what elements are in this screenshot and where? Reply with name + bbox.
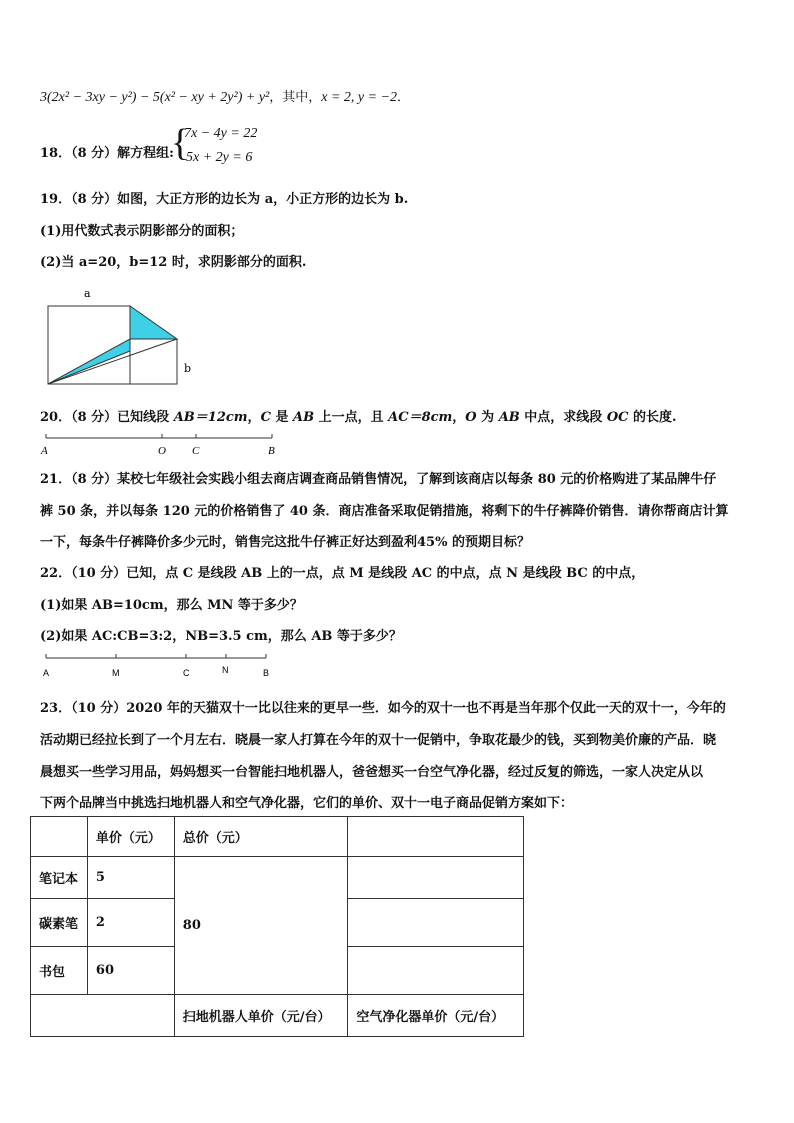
question-20: 20．（8 分）已知线段 AB＝12cm，C 是 AB 上一点，且 AC＝8cm，O 为 AB 中点，求线段 OC 的长度. <box>40 410 677 425</box>
label-a: a <box>84 287 91 300</box>
question-23-line4: 下两个品牌当中挑选扫地机器人和空气净化器，它们的单价、双十一电子商品促销方案如下： <box>40 796 574 811</box>
point-A: A <box>43 668 50 678</box>
table-row <box>31 857 524 899</box>
table-row <box>31 817 524 857</box>
question-21-line2: 裤 50 条，并以每条 120 元的价格销售了 40 条．商店准备采取促销措施，将剩下的牛仔裤降价销售．请你帮商店计算 <box>40 504 729 519</box>
expression-17-values: x = 2, y = −2 <box>321 90 398 105</box>
item-price: 5 <box>87 857 174 899</box>
table-cell-empty <box>31 817 88 857</box>
table-cell-empty <box>348 899 524 947</box>
question-21-line3: 一下，每条牛仔裤降价多少元时，销售完这批牛仔裤正好达到盈利45% 的预期目标？ <box>40 535 530 550</box>
squares-figure <box>38 284 198 388</box>
question-18 <box>40 142 174 161</box>
item-name: 笔记本 <box>31 857 88 899</box>
question-21-line1: 21．（8 分）某校七年级社会实践小组去商店调查商品销售情况，了解到该商店以每条 80 元的价格购进了某品牌牛仔 <box>40 472 717 487</box>
total-price-value: 80 <box>174 857 348 995</box>
system-brace: { <box>171 122 190 164</box>
table-header-unit-price: 单价（元） <box>87 817 174 857</box>
point-O: O <box>158 445 166 457</box>
table-cell-empty <box>31 995 175 1037</box>
item-price: 2 <box>87 899 174 947</box>
shaded-triangle-top <box>130 306 177 339</box>
question-19-part1: (1)用代数式表示阴影部分的面积； <box>40 224 244 239</box>
question-23-line2: 活动期已经拉长到了一个月左右．晓晨一家人打算在今年的双十一促销中，争取花最少的钱，买到物美价廉的产品．晓 <box>40 733 717 748</box>
point-A: A <box>41 445 48 457</box>
point-B: B <box>268 445 275 457</box>
shaded-triangle-bottom <box>48 339 130 384</box>
question-18-prefix: 18．（8 分）解方程组: <box>40 146 174 161</box>
question-19-part2: (2)当 a=20，b=12 时，求阴影部分的面积. <box>40 255 307 270</box>
table-cell-empty <box>348 817 524 857</box>
expression-17-formula: 3(2x² − 3xy − y²) − 5(x² − xy + 2y²) + y² <box>40 90 270 105</box>
expression-17 <box>40 86 410 106</box>
footer-purifier-price: 空气净化器单价（元/台） <box>348 995 524 1037</box>
point-B: B <box>263 668 270 678</box>
item-price: 60 <box>87 947 174 995</box>
equation-2: 5x + 2y = 6 <box>186 150 253 165</box>
segment-figure-20 <box>36 430 286 460</box>
table-cell-empty <box>348 857 524 899</box>
point-N: N <box>222 665 229 675</box>
equation-1: 7x − 4y = 22 <box>184 126 258 141</box>
expression-17-end: ． <box>397 90 411 105</box>
table-header-total-price: 总价（元） <box>174 817 348 857</box>
question-23-line1: 23．（10 分）2020 年的天猫双十一比以往来的更早一些．如今的双十一也不再是当年那个仅此一天的双十一，今年的 <box>40 701 726 716</box>
question-22-part2: (2)如果 AC:CB=3:2，NB=3.5 cm，那么 AB 等于多少？ <box>40 629 402 644</box>
question-22-stem: 22．（10 分）已知，点 C 是线段 AB 上的一点，点 M 是线段 AC 的中点，点 N 是线段 BC 的中点， <box>40 566 645 581</box>
question-22-part1: (1)如果 AB=10cm，那么 MN 等于多少？ <box>40 598 303 613</box>
expression-17-where: ，其中， <box>269 90 322 105</box>
table-cell-empty <box>348 947 524 995</box>
item-name: 碳素笔 <box>31 899 88 947</box>
point-M: M <box>112 668 120 678</box>
question-23-line3: 晨想买一些学习用品，妈妈想买一台智能扫地机器人，爸爸想买一台空气净化器，经过反复的筛选，一家人决定从以 <box>40 765 704 780</box>
footer-robot-price: 扫地机器人单价（元/台） <box>174 995 348 1037</box>
question-19-stem: 19．（8 分）如图，大正方形的边长为 a，小正方形的边长为 b. <box>40 192 409 207</box>
item-name: 书包 <box>31 947 88 995</box>
point-C: C <box>192 445 200 457</box>
label-b: b <box>184 362 192 375</box>
segment-figure-22 <box>38 652 278 682</box>
price-table <box>30 816 524 1037</box>
point-C: C <box>183 668 190 678</box>
table-row <box>31 995 524 1037</box>
